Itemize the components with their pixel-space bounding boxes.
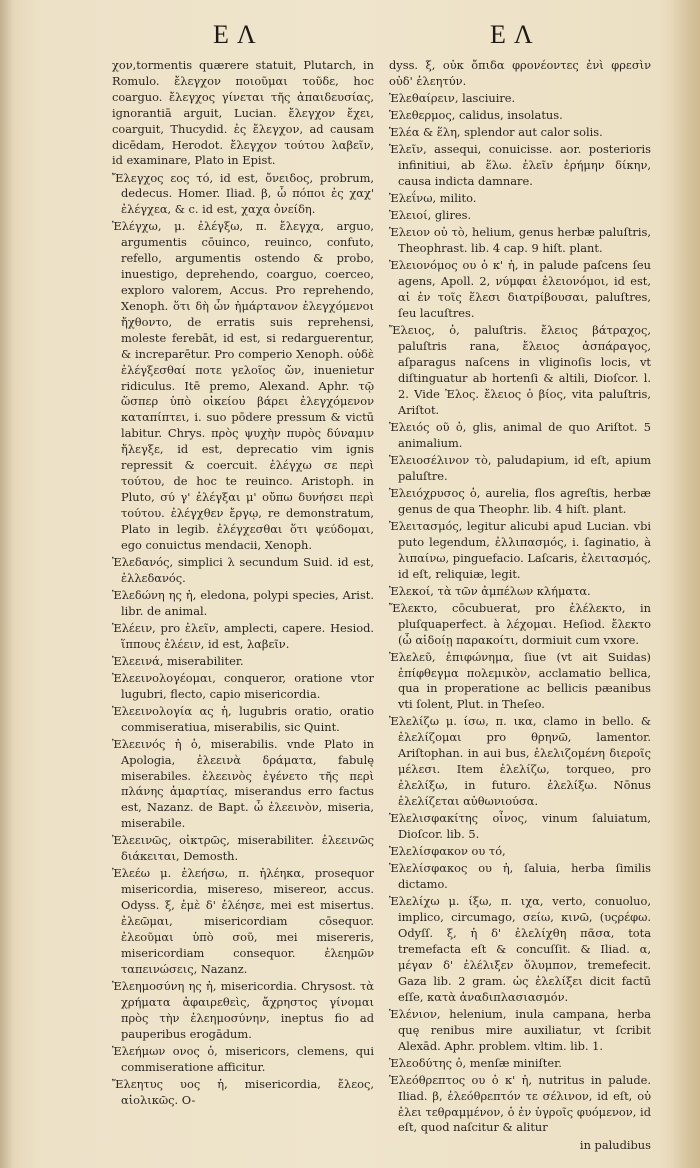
dictionary-entry: Ἔλεητυς υος ἡ, misericordia, ἔλεος, αἰολικῶς. O- [112,1076,374,1107]
dictionary-entry: Ἐλεδανός, simplici λ secundum Suid. id est, ἐλλεδανός. [112,554,374,585]
dictionary-entry: Ἐλεόθρεπτος ου ὁ κ' ἡ, nutritus in palude. Iliad. β, ἐλεόθρεπτόν τε σέλινον, id eſt, οὐ ἐλει τεθραμμένον, ὁ ἐν ὑγροῖς φυόμενον, id eſt, quod naſcitur & alitur [389,1072,651,1135]
dictionary-entry: Ἐλεήμων ονος ὁ, misericors, clemens, qui commiseratione afficitur. [112,1043,374,1074]
dictionary-entry: Ἐλελίζω μ. ίσω, π. ικα, clamo in bello. & ἐλελίζομαι pro θρηνῶ, lamentor. Ariſtophan. in aui bus, ἐλελιζομένη διεροῖς μέλεσι. Item ἐλελίζω, torqueo, pro ἐλελίξω, in futuro. ἐλελίξω. Nōnus ἐλελίζεται αὐθωνιούσα. [389,714,651,808]
dictionary-entry: Ἔλεγχος εος τό, id est, ὄνειδος, probrum, dedecus. Homer. Iliad. β, ὦ πόποι ἐς χαχ' ἐλέγχεα, & c. id est, χαχα ὀνείδη. [112,170,374,217]
dictionary-entry: Ἐλέειν, pro ἑλεῖν, amplecti, capere. Hesiod. ἵππους ἐλέειν, id est, λαβεῖν. [112,620,374,651]
dictionary-entry: Ἐλειοί, glires. [389,208,472,223]
catchword: in paludibus [579,1138,651,1153]
dictionary-entry: Ἑλέα & ἕλη, splendor aut calor solis. [389,125,603,140]
dictionary-entry: Ἐλεθαίρειν, lasciuire. [389,91,516,105]
running-head-left: ΕΛ [213,20,264,49]
dictionary-entry: Ἑλένιον, helenium, inula campana, herba quę renibus mire auxiliatur, vt ſcribit Alexād. Aphr. problem. vltim. lib. 1. [389,1006,651,1053]
dictionary-entry: χον,tormentis quærere statuit, Plutarch, in Romulo. ἔλεγχον ποιοῦμαι τοῦδε, hoc coarguo. ἔλεγχος γίνεται τῆς ἀπαιδευσίας, ignorantiā arguit, Lucian. ἔλεγχον ἔχει, coarguit, Thucydid. ἐς ἔλεγχον, ad causam dicēdam, Herodot. ἔλεγχον τούτου λαβεῖν, id examinare, Plato in Epist. [112,58,374,168]
dictionary-entry: Ἐλεέω μ. ἐλεήσω, π. ἠλέηκα, prosequor misericordia, misereso, misereor, accus. Odyss. ξ, ἐμὲ δ' ἐλέησε, mei est misertus. ἐλεῶμαι, misericordiam cōsequor. ἐλεοῦμαι ὑπὸ σοῦ, mei misereris, misericordiam consequor. ἐλεημῶν ταπεινώσεις, Nazanz. [112,866,374,976]
gutter-shadow [0,0,14,1168]
dictionary-entry: Ἐλέγχω, μ. ἐλέγξω, π. ἔλεγχα, arguo, argumentis cōuinco, reuinco, confuto, refello, argumentis ostendo & probo, inuestigo, deprehendo, coarguo, coerceo, exploro valorem, Accus. Pro reprehendo, Xenoph. ὅτι δὴ ὧν ἡμάρτανον ἐλεγχόμενοι ἤχθοντο, de erratis suis reprehensi, moleste ferebāt, id est, si redarguerentur, & increparētur. Pro comperio Xenoph. οὐδὲ ἐλέγξεσθαί ποτε γελοῖος ὤν, inuenietur ridiculus. Itē premo, Alexand. Aphr. τῷ ὥσπερ ὑπὸ οἰκείου βάρει ἐλεγχόμενον καταπίπτει, i. suo pōdere pressum & victū labitur. Chrys. πρὸς ψυχὴν πυρὸς δύναμιν ἤλεγξε, id est, deprecatio vim ignis repressit & coercuit. ἐλέγχω σε περὶ τούτου, de hoc te reuinco. Aristoph. in Pluto, σύ γ' ἐλέγξαι μ' οὔπω δυνήσει περὶ τούτου. ἐλέγχθεν ἔργῳ, re demonstratum, Plato in legib. ἐλέγχεσθαι ὅτι ψεύδομαι, ego conuictus mendacii, Xenoph. [112,219,374,552]
dictionary-entry: Ἔλειος, ὁ, paluſtris. ἔλειος βάτραχος, paluſtris rana, ἔλειος ἀσπάραγος, aſparagus naſcens in vliginoſis locis, vt diſtinguatur ab hortenſi & altili, Dioſcor. l. 2. Vide Ἐλος. ἔλειος ὁ βίος, vita paluſtris, Ariſtot. [389,323,651,417]
dictionary-entry: Ἑλεῖν, assequi, conuicisse. aor. posterioris infinitiui, ab ἕλω. ἐλεῖν ἐρήμην δίκην, causa indicta damnare. [389,142,651,189]
left-column [112,58,374,1110]
dictionary-entry: Ἐλειτασμός, legitur alicubi apud Lucian. vbi puto legendum, ἐλλιπασμός, i. ſaginatio, à λιπαίνω, pinguefacio. Laſcaris, ἐλειτασμός, id eſt, reliquiæ, legit. [389,518,651,581]
dictionary-entry: Ἐλεεινῶς, οἰκτρῶς, miserabiliter. ἐλεεινῶς διάκειται, Demosth. [112,833,374,864]
dictionary-entry: Ἐλειοσέλινον τὸ, paludapium, id eſt, apium paluſtre. [389,452,651,483]
dictionary-entry: Ἐλεημοσύνη ης ἡ, misericordia. Chrysost. τὰ χρήματα ἀφαιρεθεὶς, ἄχρηστος γίνομαι πρὸς τὴν ἐλεημοσύνην, ineptus fio ad pauperibus erogādum. [112,978,374,1041]
dictionary-entry: Ἐλελίχω μ. ίξω, π. ιχα, verto, conuoluo, implico, circumago, σείω, κινῶ, (υςρέφω. Odyſſ. ξ, ἡ δ' ἐλελίχθη πᾶσα, tota tremefacta eſt & concuſſit. & Iliad. α, μέγαν δ' ἐλέλιξεν ὄλυμπον, tremefecit. Gaza lib. 2 gram. ὡς ἐλελίξει dicit factū eſſe, κατὰ ἀναδιπλασιασμόν. [389,894,651,1004]
dictionary-entry: Ἐλειόχρυσος ὁ, aurelia, flos agreſtis, herbæ genus de qua Theophr. lib. 4 hiſt. plant. [389,485,651,516]
page-edge [670,0,700,1168]
dictionary-entry: Ἐλελίσφακος ου ἡ, ſaluia, herba ſimilis dictamo. [389,861,651,892]
running-head-right: ΕΛ [490,20,541,49]
dictionary-entry: Ἐλεΐνω, milito. [389,191,477,206]
dictionary-entry: Ἔλεκτο, cōcubuerat, pro ἐλέλεκτο, in pluſquaperfect. à λέχομαι. Heſiod. ἔλεκτο (ὧ αἰδοίῃ παρακοίτι, dormiuit cum vxore. [389,600,651,647]
dictionary-entry: Ἐλειονόμος ου ὁ κ' ἡ, in palude paſcens ſeu agens, Apoll. 2, νύμφαι ἐλειονόμοι, id est, αἱ ἐν τοῖς ἕλεσι διατρίβουσαι, paluſtres, ſeu lacuſtres. [389,258,651,321]
dictionary-entry: Ἐλελεῦ, ἐπιφώνημα, ſiue (vt ait Suidas) ἐπίφθεγμα πολεμικὸν, acclamatio bellica, qua in properatione ac bellicis pæanibus vti ſolent, Plut. in Theſeo. [389,649,651,712]
dictionary-entry: dyss. ξ, οὐκ ὄπιδα φρονέοντες ἐνὶ φρεσὶν οὐδ' ἐλεητύν. [389,58,651,88]
dictionary-entry: Ἐλεεινός ἡ ὁ, miserabilis. vnde Plato in Apologia, ἐλεεινὰ δράματα, fabulę miserabiles. ἐλεεινὸς ἐγένετο τῆς περὶ πλάνης ἁμαρτίας, miserandus erro factus est, Nazanz. de Bapt. ὦ ἐλεεινὸν, miseria, miserabile. [112,736,374,831]
dictionary-entry: Ἐλεοδύτης ὁ, menſæ miniſter. [389,1055,562,1070]
dictionary-entry: Ἐλειον οὐ τὸ, helium, genus herbæ paluſtris, Theophrast. lib. 4 cap. 9 hiſt. plant. [389,225,651,256]
dictionary-entry: Ἐλεεινά, miserabiliter. [112,653,244,668]
dictionary-entry: Ἐλεεινολογία ας ἡ, lugubris oratio, oratio commiseratiua, miserabilis, sic Quint. [112,703,374,734]
dictionary-entry: Ἐλεδώνη ης ἡ, eledona, polypi species, Arist. libr. de animal. [112,587,374,618]
dictionary-entry: Ἐλεκοί, τὰ τῶν ἀμπέλων κλήματα. [389,583,591,598]
dictionary-entry: Ἑλεθερμος, calidus, insolatus. [389,108,563,123]
dictionary-entry: Ἐλελισφακίτης οἶνος, vinum ſaluiatum, Dioſcor. lib. 5. [389,811,651,841]
right-column [389,58,651,1154]
dictionary-entry: Ἐλειός οῦ ὁ, glis, animal de quo Ariſtot. 5 animalium. [389,419,651,450]
dictionary-entry: Ἐλελίσφακον ου τό, [389,844,506,859]
dictionary-entry: Ἐλεεινολογέομαι, conqueror, oratione vtor lugubri, flecto, capio misericordia. [112,670,374,701]
